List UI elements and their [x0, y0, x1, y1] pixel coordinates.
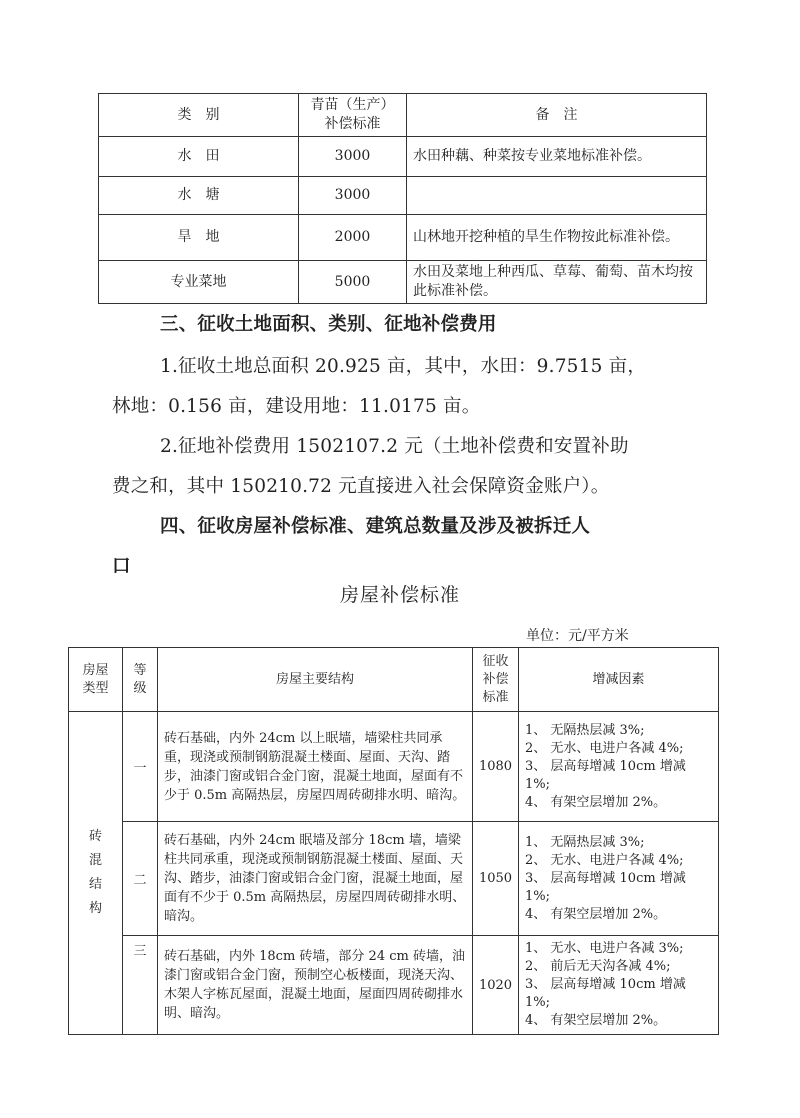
section-3-heading: 三、征收土地面积、类别、征地补偿费用: [160, 314, 497, 335]
seedling-compensation-table: [98, 93, 707, 304]
table-header-row: [69, 648, 719, 712]
row-structure: 砖石基础，内外 24cm 眠墙及部分 18cm 墙，墙梁柱共同承重，现浇或预制钢筋混凝土楼面、屋面、天沟、踏步，油漆门窗或铝合金门窗，混凝土地面，屋面有不少于 0.5m 高隔热层，房屋四周砖砌排水明、暗沟。: [158, 822, 473, 936]
type-label: 砖 混 结 构: [69, 712, 123, 1035]
row-standard: 3000: [299, 177, 407, 215]
header-structure: 房屋主要结构: [158, 648, 473, 712]
table-row: [99, 137, 707, 177]
section-3-paragraph-2-line-1: 2.征地补偿费用 1502107.2 元（土地补偿费和安置补助: [160, 436, 629, 457]
row-standard: 2000: [299, 215, 407, 261]
header-category: 类 别: [99, 94, 299, 137]
row-factors: 1、 无隔热层减 3%; 2、 无水、电进户各减 4%; 3、 层高每增减 10cm 增减 1%; 4、 有架空层增加 2%。: [519, 712, 719, 822]
section-3-paragraph-1-line-2: 林地：0.156 亩，建设用地：11.0175 亩。: [112, 396, 481, 417]
table-header-row: [99, 94, 707, 137]
table-row: [69, 712, 719, 822]
row-category: 水 田: [99, 137, 299, 177]
row-note: 水田及菜地上种西瓜、草莓、葡萄、苗木均按此标准补偿。: [407, 261, 707, 304]
table-row: [99, 215, 707, 261]
row-category: 水 塘: [99, 177, 299, 215]
table-row: [99, 177, 707, 215]
section-4-heading-line-2: 口: [112, 556, 131, 577]
section-4-heading-line-1: 四、征收房屋补偿标准、建筑总数量及涉及被拆迁人: [160, 516, 591, 537]
row-standard: 5000: [299, 261, 407, 304]
house-table-title: 房屋补偿标准: [339, 584, 460, 606]
row-standard: 3000: [299, 137, 407, 177]
row-structure: 砖石基础，内外 18cm 砖墙，部分 24 cm 砖墙，油漆门窗或铝合金门窗，预制空心板楼面，现浇天沟、木架人字栋瓦屋面，混凝土地面，屋面四周砖砌排水明、暗沟。: [158, 936, 473, 1035]
row-note: 水田种藕、种菜按专业菜地标准补偿。: [407, 137, 707, 177]
header-type: 房屋 类型: [69, 648, 123, 712]
row-factors: 1、 无水、电进户各减 3%; 2、 前后无天沟各减 4%; 3、 层高每增减 10cm 增减 1%; 4、 有架空层增加 2%。: [519, 936, 719, 1035]
table-row: [69, 936, 719, 1035]
header-standard: 青苗（生产） 补偿标准: [299, 94, 407, 137]
section-3-paragraph-2-line-2: 费之和，其中 150210.72 元直接进入社会保障资金账户）。: [112, 476, 610, 497]
row-grade: 三: [123, 936, 158, 1035]
row-standard: 1080: [473, 712, 519, 822]
house-compensation-table: [68, 647, 719, 1035]
row-grade: 二: [123, 822, 158, 936]
row-note: [407, 177, 707, 215]
header-grade: 等 级: [123, 648, 158, 712]
row-standard: 1050: [473, 822, 519, 936]
table-row: [99, 261, 707, 304]
row-category: 旱 地: [99, 215, 299, 261]
row-factors: 1、 无隔热层减 3%; 2、 无水、电进户各减 4%; 3、 层高每增减 10cm 增减 1%; 4、 有架空层增加 2%。: [519, 822, 719, 936]
header-factors: 增减因素: [519, 648, 719, 712]
header-note: 备 注: [407, 94, 707, 137]
section-3-paragraph-1-line-1: 1.征收土地总面积 20.925 亩，其中，水田：9.7515 亩，: [160, 356, 647, 377]
row-note: 山林地开挖种植的旱生作物按此标准补偿。: [407, 215, 707, 261]
row-grade: 一: [123, 712, 158, 822]
header-standard: 征收 补偿 标准: [473, 648, 519, 712]
row-category: 专业菜地: [99, 261, 299, 304]
row-structure: 砖石基础，内外 24cm 以上眠墙，墙梁柱共同承重，现浇或预制钢筋混凝土楼面、屋面、天沟、踏步，油漆门窗或铝合金门窗，混凝土地面，屋面有不少于 0.5m 高隔热层，房屋四周砖砌排水明、暗沟。: [158, 712, 473, 822]
row-standard: 1020: [473, 936, 519, 1035]
unit-label: 单位：元/平方米: [526, 628, 629, 644]
table-row: [69, 822, 719, 936]
